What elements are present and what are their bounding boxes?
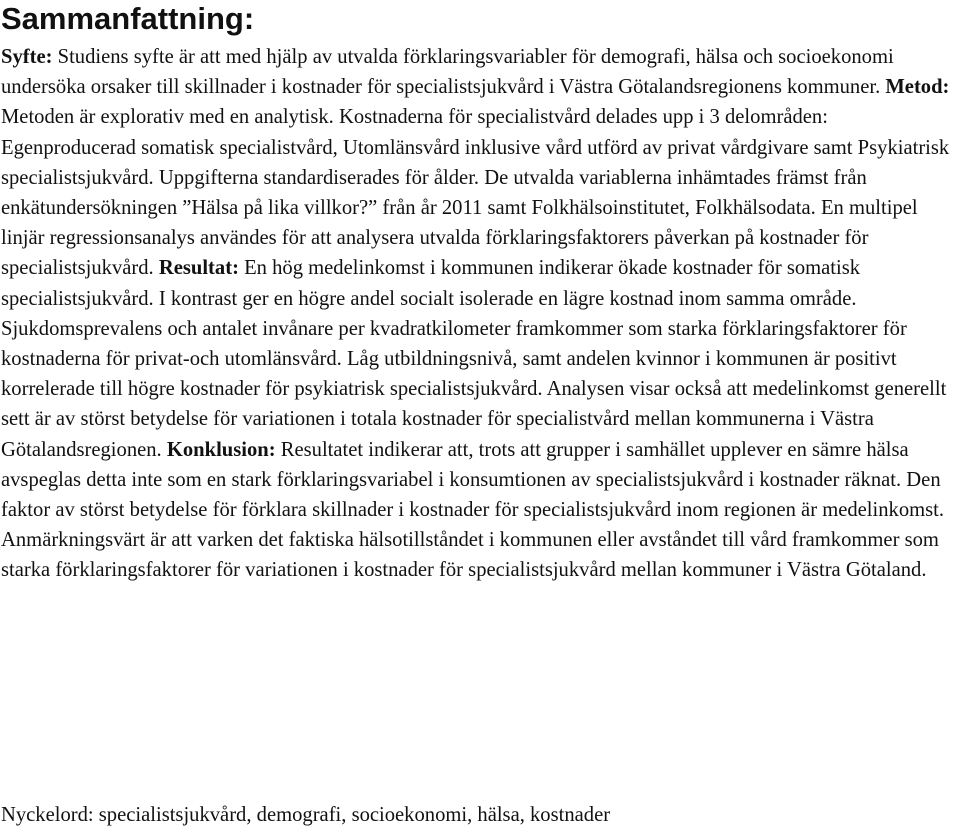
resultat-text: En hög medelinkomst i kommunen indikerar ökade kostnader för somatisk specialistsjukvård. I kontrast ger en högre andel socialt isolerade en lägre kostnad inom samma område. Sjukdomsprevalens och antalet invånare per kvadratkilometer framkommer som starka förklaringsfaktorer för kostnaderna för privat-och utomlänsvård. Låg utbildningsnivå, samt andelen kvinnor i kommunen är positivt korrelerade till högre kostnader för psykiatrisk specialistsjukvård. Analysen visar också att medelinkomst generellt sett är av störst betydelse för variationen i totala kostnader för specialistvård mellan kommunerna i Västra Götalandsregionen. (1, 257, 947, 461)
section-heading: Sammanfattning: (1, 1, 255, 36)
abstract-paragraph (1, 42, 959, 586)
keywords-line: Nyckelord: specialistsjukvård, demografi, socioekonomi, hälsa, kostnader (1, 804, 611, 826)
konklusion-text: Resultatet indikerar att, trots att grupper i samhället upplever en sämre hälsa avspeglas detta inte som en stark förklaringsvariabel i konsumtionen av specialistsjukvård i kostnader räknat. Den faktor av störst betydelse för förklara skillnader i kostnader för specialistsjukvård inom regionen är medelinkomst. Anmärkningsvärt är att varken det faktiska hälsotillståndet i kommunen eller avståndet till vård framkommer som starka förklaringsfaktorer för variationen i kostnader för specialistsjukvård mellan kommuner i Västra Götaland. (1, 438, 945, 582)
resultat-label: Resultat: (158, 257, 239, 280)
metod-text: Metoden är explorativ med en analytisk. Kostnaderna för specialistvård delades upp i 3 delområden: Egenproducerad somatisk specialistvård, Utomlänsvård inklusive vård utförd av privat vårdgivare samt Psykiatrisk specialistsjukvård. Uppgifterna standardiserades för ålder. De utvalda variablerna inhämtades främst från enkätundersökningen ”Hälsa på lika villkor?” från år 2011 samt Folkhälsoinstitutet, Folkhälsodata. En multipel linjär regressionsanalys användes för att analysera utvalda förklaringsfaktorers påverkan på kostnader för specialistsjukvård. (1, 106, 950, 280)
metod-label: Metod: (885, 76, 950, 99)
syfte-text: Studiens syfte är att med hjälp av utvalda förklaringsvariabler för demografi, hälsa och socioekonomi undersöka orsaker till skillnader i kostnader för specialistsjukvård i Västra Götalandsregionens kommuner. (1, 46, 894, 99)
syfte-label: Syfte: (1, 46, 53, 68)
konklusion-label: Konklusion: (166, 438, 276, 461)
